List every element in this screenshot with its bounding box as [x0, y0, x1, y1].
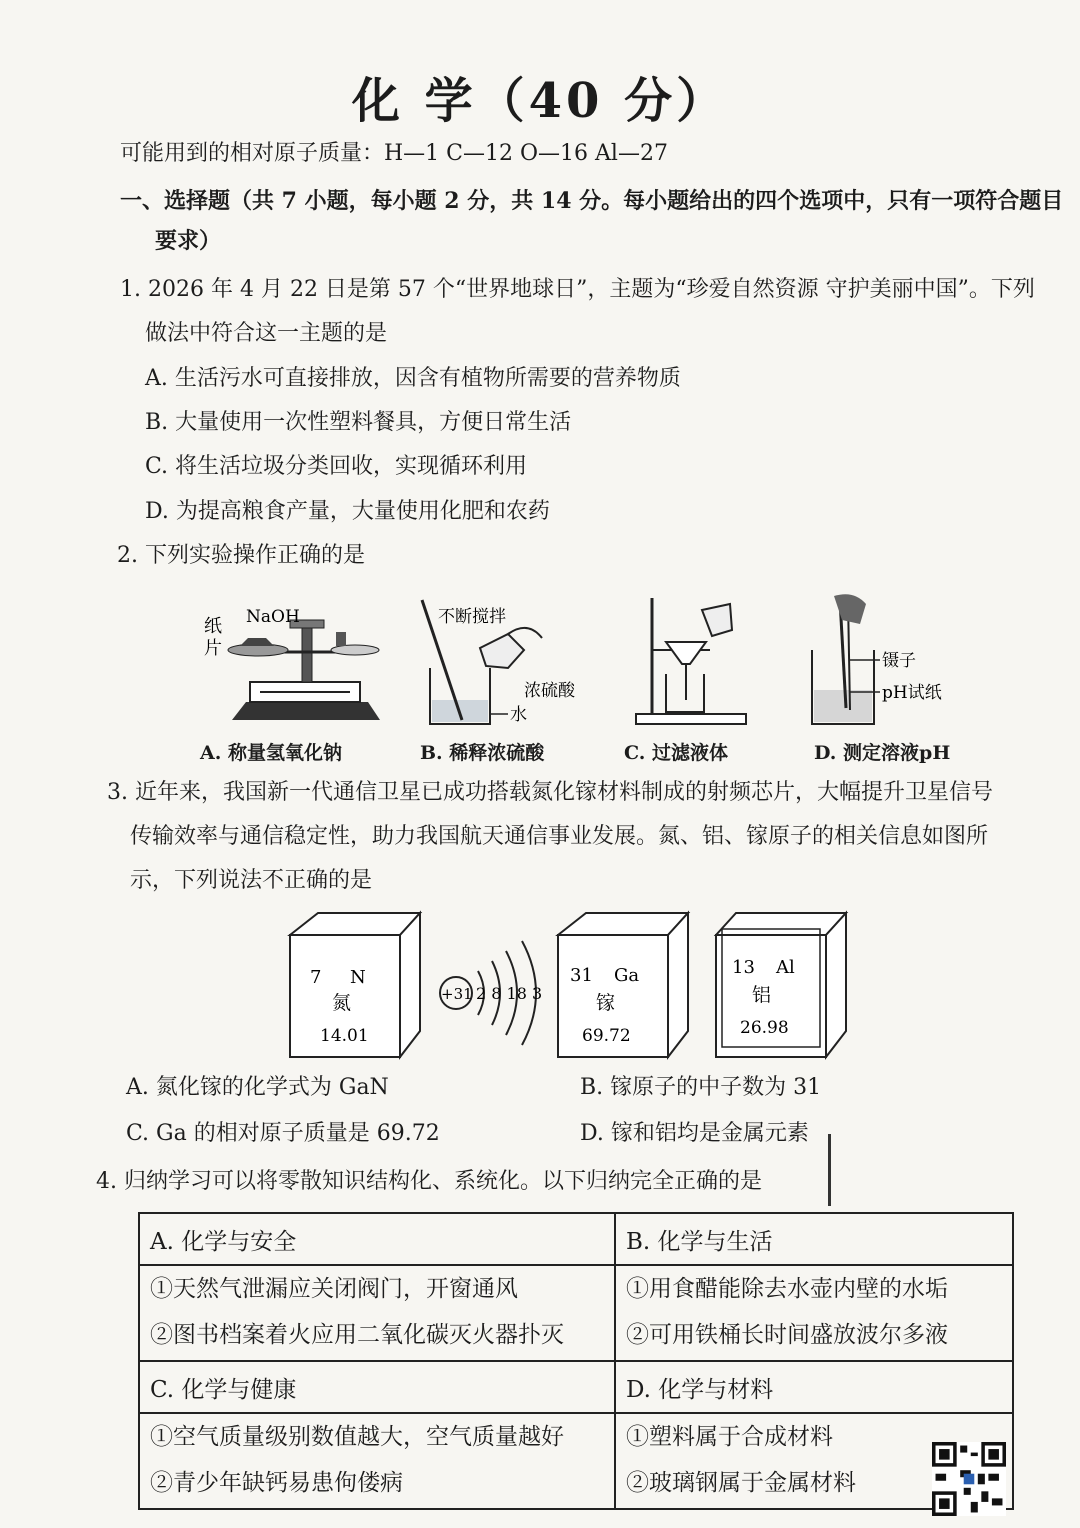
balance-illustration [228, 620, 380, 720]
ph-test-illustration [812, 594, 874, 724]
q3-option-d: D. 镓和铝均是金属元素 [580, 1121, 809, 1146]
qr-code-icon [932, 1442, 1006, 1516]
q2-option-c: C. 过滤液体 [624, 742, 729, 764]
table-cell-c-line1: ①空气质量级别数值越大，空气质量越好 [150, 1424, 564, 1450]
q1-option-a: A. 生活污水可直接排放，因含有植物所需要的营养物质 [145, 366, 681, 391]
q3-stem-line2: 传输效率与通信稳定性，助力我国航天通信事业发展。氮、铝、镓原子的相关信息如图所 [130, 824, 989, 849]
q2-option-b: B. 稀释浓硫酸 [420, 742, 545, 764]
nucleus-charge: +31 [441, 985, 473, 1003]
element-info-figure [280, 905, 880, 1065]
lab-operations-figure [190, 590, 970, 740]
q3-option-b: B. 镓原子的中子数为 31 [580, 1075, 822, 1100]
element-cube-aluminum [716, 913, 846, 1057]
element-cube-nitrogen [290, 913, 420, 1057]
gallium-name: 镓 [596, 992, 616, 1014]
table-cell-b-line1: ①用食醋能除去水壶内壁的水垢 [626, 1276, 948, 1302]
stir-label: 不断搅拌 [438, 607, 506, 627]
q1-option-c: C. 将生活垃圾分类回收，实现循环利用 [145, 454, 528, 479]
q3-stem-line1: 3. 近年来，我国新一代通信卫星已成功搭载氮化镓材料制成的射频芯片，大幅提升卫星信号 [107, 780, 993, 805]
nitrogen-number: 7 [310, 967, 322, 988]
table-cell-b-body [615, 1265, 1013, 1361]
table-cell-d-heading: D. 化学与材料 [615, 1361, 1013, 1413]
gallium-atom-structure [440, 941, 542, 1045]
table-cell-c-body [139, 1413, 615, 1509]
q2-option-a: A. 称量氢氧化钠 [200, 742, 342, 764]
tweezers-label: 镊子 [882, 651, 916, 671]
element-cube-gallium [558, 913, 688, 1057]
gallium-mass: 69.72 [582, 1026, 631, 1046]
aluminum-mass: 26.98 [740, 1018, 789, 1038]
table-cell-d-line1: ①塑料属于合成材料 [626, 1424, 833, 1450]
aluminum-symbol: Al [776, 957, 795, 978]
nitrogen-symbol: N [350, 967, 366, 988]
q1-option-b: B. 大量使用一次性塑料餐具，方便日常生活 [145, 410, 572, 435]
paper-label-2: 片 [204, 638, 222, 659]
table-cell-a-body [139, 1265, 615, 1361]
pen-mark [828, 1134, 831, 1206]
water-label: 水 [510, 705, 527, 725]
q3-option-a: A. 氮化镓的化学式为 GaN [126, 1075, 389, 1100]
q3-option-c: C. Ga 的相对原子质量是 69.72 [126, 1121, 440, 1146]
q1-stem-line2: 做法中符合这一主题的是 [145, 321, 388, 346]
table-cell-a-line2: ②图书档案着火应用二氧化碳灭火器扑灭 [150, 1322, 564, 1348]
table-cell-a-line1: ①天然气泄漏应关闭阀门，开窗通风 [150, 1276, 518, 1302]
aluminum-number: 13 [732, 957, 755, 978]
electron-shells: 2 8 18 3 [476, 984, 543, 1003]
table-cell-b-heading: B. 化学与生活 [615, 1213, 1013, 1265]
gallium-number: 31 [570, 965, 593, 986]
ph-paper-label: pH试纸 [882, 683, 942, 703]
acid-label: 浓硫酸 [524, 681, 575, 701]
section-heading-line1: 一、选择题（共 7 小题，每小题 2 分，共 14 分。每小题给出的四个选项中，只有一项符合题目 [120, 188, 1064, 214]
filtration-illustration [636, 598, 746, 724]
q1-stem-line1: 1. 2026 年 4 月 22 日是第 57 个“世界地球日”，主题为“珍爱自然资源 守护美丽中国”。下列 [120, 277, 1035, 302]
aluminum-name: 铝 [752, 984, 772, 1006]
table-cell-b-line2: ②可用铁桶长时间盛放波尔多液 [626, 1322, 948, 1348]
q2-stem: 2. 下列实验操作正确的是 [117, 543, 365, 568]
q2-option-d: D. 测定溶液pH [814, 742, 951, 764]
table-cell-c-heading: C. 化学与健康 [139, 1361, 615, 1413]
q4-stem: 4. 归纳学习可以将零散知识结构化、系统化。以下归纳完全正确的是 [96, 1169, 762, 1194]
atomic-masses: 可能用到的相对原子质量：H—1 C—12 O—16 Al—27 [120, 141, 668, 166]
section-heading-line2: 要求） [155, 228, 222, 254]
paper-label-1: 纸 [204, 616, 222, 637]
table-cell-c-line2: ②青少年缺钙易患佝偻病 [150, 1470, 403, 1496]
table-cell-a-heading: A. 化学与安全 [139, 1213, 615, 1265]
q4-summary-table [138, 1212, 1014, 1510]
nitrogen-mass: 14.01 [320, 1026, 369, 1046]
naoh-label: NaOH [246, 607, 300, 627]
page-title: 化 学（40 分） [351, 73, 729, 129]
q1-option-d: D. 为提高粮食产量，大量使用化肥和农药 [145, 499, 550, 524]
gallium-symbol: Ga [614, 965, 640, 986]
q3-stem-line3: 示，下列说法不正确的是 [130, 868, 373, 893]
table-cell-d-line2: ②玻璃钢属于金属材料 [626, 1470, 856, 1496]
nitrogen-name: 氮 [332, 992, 352, 1014]
